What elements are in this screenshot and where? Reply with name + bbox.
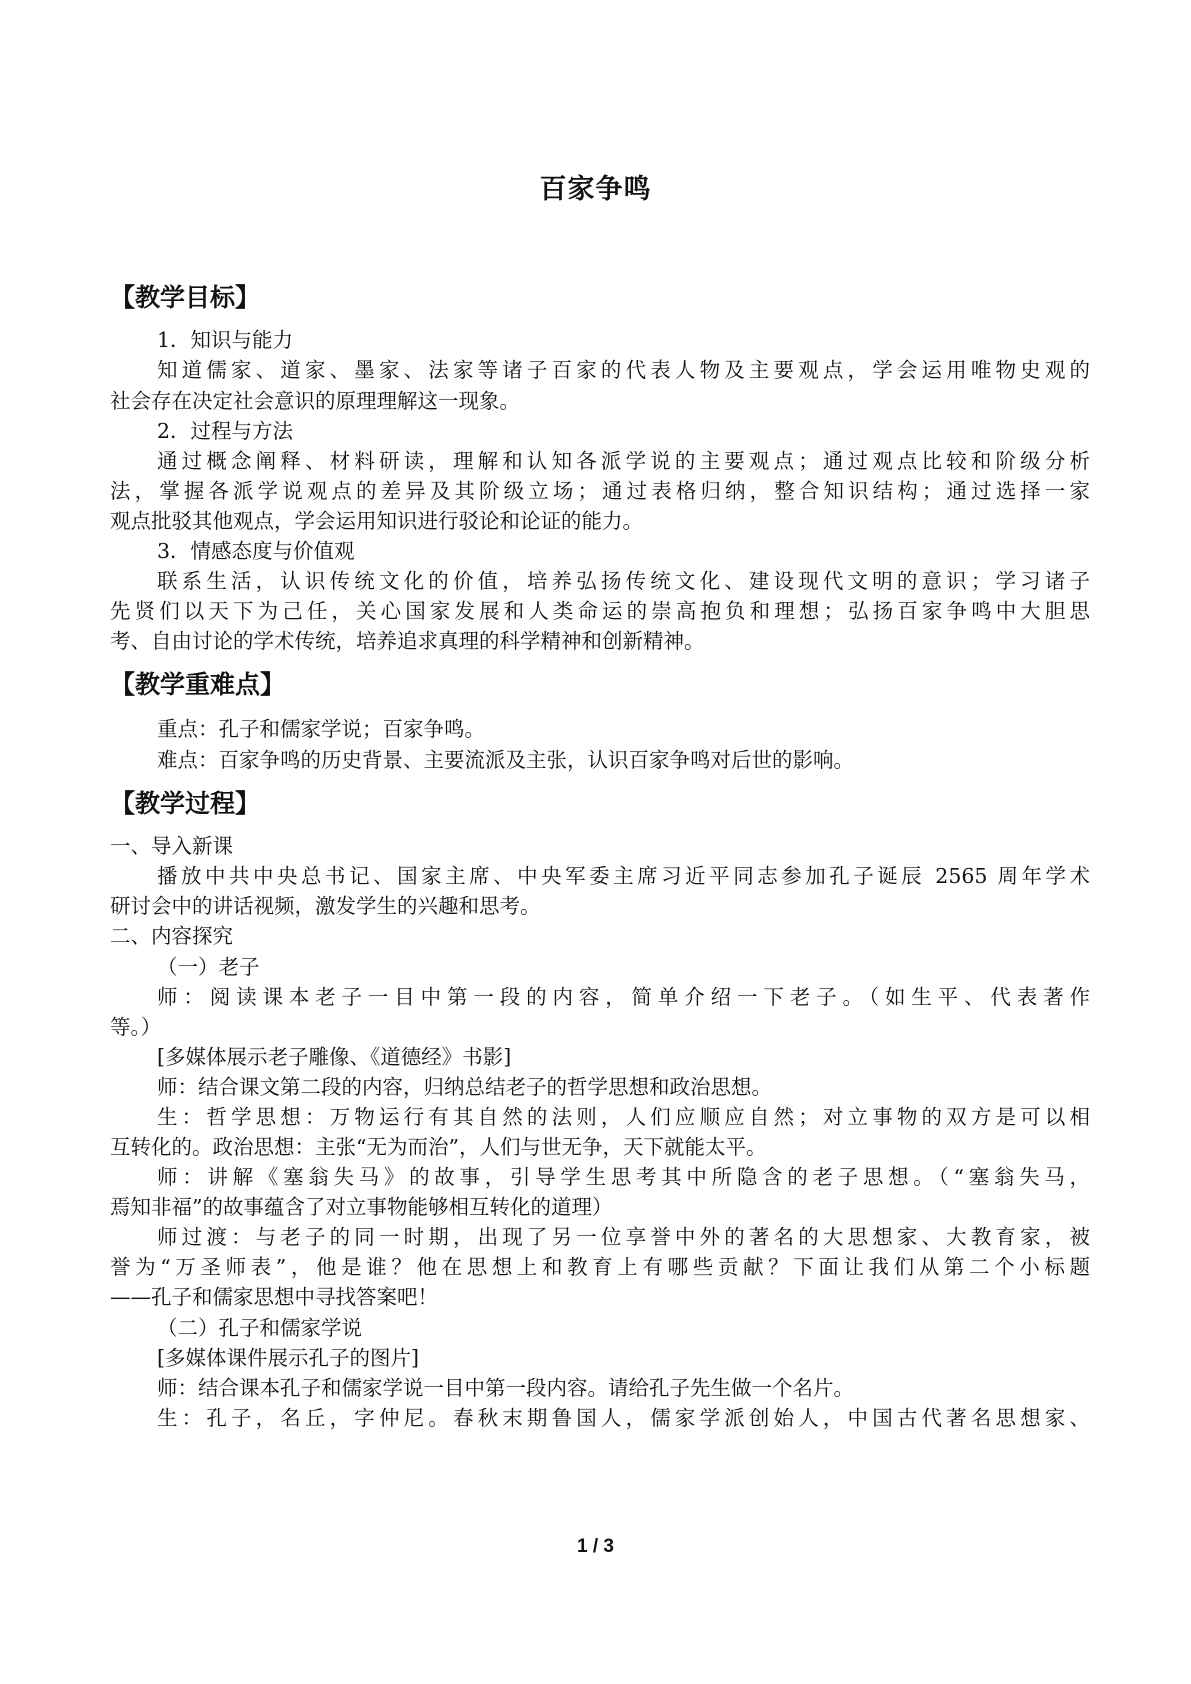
paragraph-line: 观点批驳其他观点，学会运用知识进行驳论和论证的能力。 — [110, 509, 643, 533]
paragraph-line: 互转化的。政治思想：主张“无为而治”，人们与世无争，天下就能太平。 — [110, 1135, 767, 1159]
page-number: 1 / 3 — [577, 1536, 614, 1557]
paragraph-line: 师：阅读课本老子一目中第一段的内容，简单介绍一下老子。（如生平、代表著作 — [157, 985, 1090, 1009]
paragraph-line: 播放中共中央总书记、国家主席、中央军委主席习近平同志参加孔子诞辰 2565 周年学术 — [157, 864, 1090, 888]
paragraph-line: 考、自由讨论的学术传统，培养追求真理的科学精神和创新精神。 — [110, 629, 705, 653]
goal-item-title: 1．知识与能力 — [157, 328, 294, 352]
paragraph-line: 生：哲学思想：万物运行有其自然的法则，人们应顺应自然；对立事物的双方是可以相 — [157, 1105, 1090, 1129]
paragraph-line: 师：结合课本孔子和儒家学说一目中第一段内容。请给孔子先生做一个名片。 — [157, 1376, 854, 1400]
paragraph-line: 通过概念阐释、材料研读，理解和认知各派学说的主要观点；通过观点比较和阶级分析 — [157, 449, 1090, 473]
paragraph-line: 知道儒家、道家、墨家、法家等诸子百家的代表人物及主要观点，学会运用唯物史观的 — [157, 358, 1090, 382]
subsection-title: （一）老子 — [157, 955, 260, 979]
multimedia-note: [多媒体展示老子雕像、《道德经》书影] — [157, 1045, 512, 1069]
paragraph-line: 法，掌握各派学说观点的差异及其阶级立场；通过表格归纳，整合知识结构；通过选择一家 — [110, 479, 1090, 503]
paragraph-line: 联系生活，认识传统文化的价值，培养弘扬传统文化、建设现代文明的意识；学习诸子 — [157, 569, 1090, 593]
process-step-title: 二、内容探究 — [110, 924, 233, 948]
paragraph-line: ——孔子和儒家思想中寻找答案吧！ — [110, 1285, 438, 1309]
paragraph-line: 誉为“万圣师表”，他是谁？他在思想上和教育上有哪些贡献？下面让我们从第二个小标题 — [110, 1255, 1090, 1279]
section-heading-key-points: 【教学重难点】 — [110, 670, 286, 699]
document-title: 百家争鸣 — [539, 174, 652, 205]
goal-item-title: 3．情感态度与价值观 — [157, 539, 355, 563]
section-heading-goals: 【教学目标】 — [110, 283, 261, 312]
paragraph-line: 焉知非福”的故事蕴含了对立事物能够相互转化的道理） — [110, 1195, 613, 1219]
paragraph-line: 社会存在决定社会意识的原理理解这一现象。 — [110, 389, 520, 413]
goal-item-title: 2．过程与方法 — [157, 419, 294, 443]
subsection-title: （二）孔子和儒家学说 — [157, 1316, 362, 1340]
paragraph-line: 研讨会中的讲话视频，激发学生的兴趣和思考。 — [110, 894, 541, 918]
focus-line: 重点：孔子和儒家学说；百家争鸣。 — [157, 717, 485, 741]
paragraph-line: 师：结合课文第二段的内容，归纳总结老子的哲学思想和政治思想。 — [157, 1075, 772, 1099]
difficulty-line: 难点：百家争鸣的历史背景、主要流派及主张，认识百家争鸣对后世的影响。 — [157, 748, 854, 772]
process-step-title: 一、导入新课 — [110, 834, 233, 858]
paragraph-line: 等。） — [110, 1015, 162, 1039]
multimedia-note: [多媒体课件展示孔子的图片] — [157, 1346, 419, 1370]
section-heading-process: 【教学过程】 — [110, 789, 261, 818]
paragraph-line: 先贤们以天下为己任，关心国家发展和人类命运的崇高抱负和理想；弘扬百家争鸣中大胆思 — [110, 599, 1090, 623]
paragraph-line: 生：孔子，名丘，字仲尼。春秋末期鲁国人，儒家学派创始人，中国古代著名思想家、 — [157, 1406, 1090, 1430]
paragraph-line: 师：讲解《塞翁失马》的故事，引导学生思考其中所隐含的老子思想。（“塞翁失马， — [157, 1165, 1090, 1189]
paragraph-line: 师过渡：与老子的同一时期，出现了另一位享誉中外的著名的大思想家、大教育家，被 — [157, 1225, 1090, 1249]
